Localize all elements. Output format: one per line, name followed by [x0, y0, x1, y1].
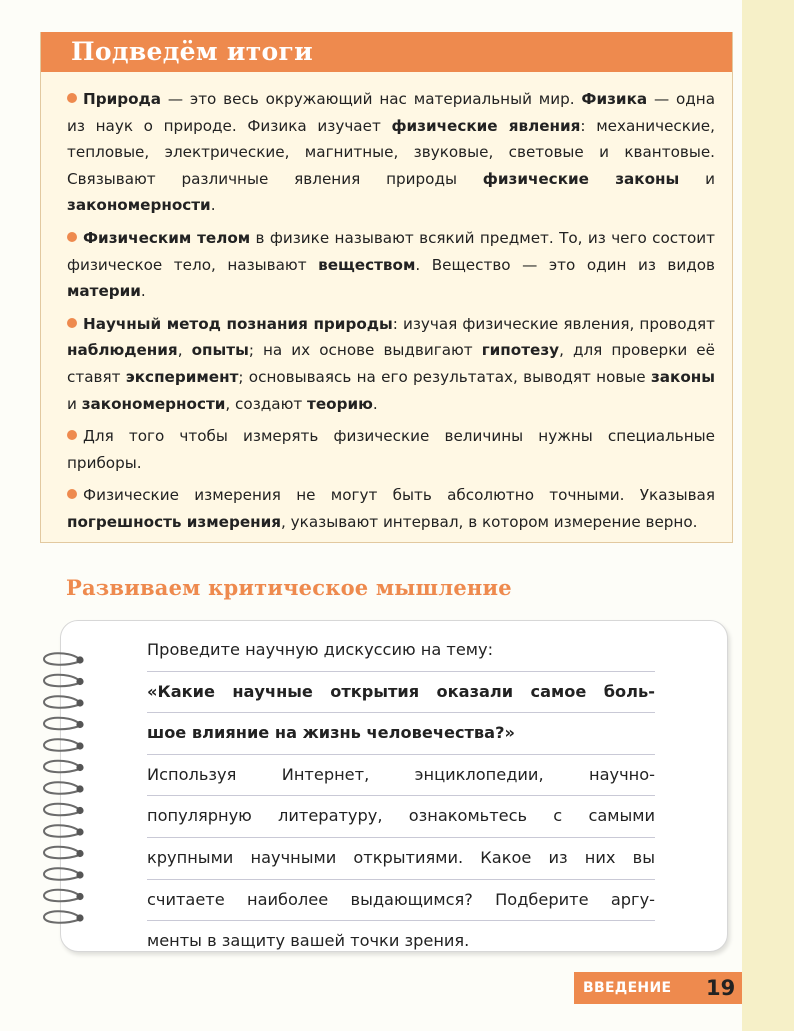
summary-item	[67, 225, 715, 305]
spiral-ring	[44, 868, 78, 879]
key-term: Природа	[83, 90, 162, 108]
key-term: закономерности	[67, 196, 211, 215]
spiral-hole	[76, 871, 83, 878]
key-term: закономерности	[81, 394, 226, 413]
discussion-question-line-1: «Какие научные открытия оказали самое боль-	[147, 672, 655, 714]
summary-text: Физические измерения не могут быть абсолютно точными. Указывая	[83, 486, 715, 505]
summary-item	[67, 311, 715, 417]
summary-text: , создают	[225, 394, 308, 413]
page-number: 19	[706, 976, 736, 1000]
spiral-ring	[44, 825, 78, 836]
key-term: материи	[67, 282, 141, 301]
summary-text: в физике называют всякий предмет. То, из чего состоит физическое тело, называют	[67, 228, 715, 274]
summary-item	[67, 86, 715, 219]
spiral-hole	[76, 656, 83, 663]
task-line-5: менты в защиту вашей точки зрения.	[147, 931, 470, 951]
summary-text: ,	[177, 341, 192, 360]
summary-header	[41, 32, 732, 72]
spiral-ring	[44, 890, 78, 901]
key-term: опыты	[191, 341, 249, 360]
spiral-hole	[76, 807, 83, 814]
summary-text: и	[67, 394, 82, 413]
spiral-ring	[44, 739, 78, 750]
spiral-hole	[76, 785, 83, 792]
spiral-hole	[76, 721, 83, 728]
key-term: погрешность измерения	[67, 512, 282, 531]
summary-item	[67, 482, 715, 535]
summary-text: — это весь окружающий нас материальный мир.	[161, 90, 582, 108]
summary-text: ; основываясь на его результатах, выводят новые	[238, 367, 651, 386]
spiral-ring	[44, 696, 78, 707]
key-term: наблюдения	[67, 341, 178, 360]
discussion-intro: Проведите научную дискуссию на тему:	[147, 630, 655, 672]
summary-text: : изучая физические явления, проводят	[392, 314, 715, 333]
key-term: физические законы	[482, 169, 680, 188]
key-term: эксперимент	[125, 367, 239, 386]
bullet-icon	[67, 489, 77, 499]
spiral-ring	[44, 718, 78, 729]
summary-text: и	[679, 169, 715, 188]
discussion-question-line-2: шое влияние на жизнь человечества?»	[147, 713, 655, 755]
page-edge-strip	[742, 0, 794, 1031]
task-line-3: крупными научными открытиями. Какое из них вы	[147, 838, 655, 880]
summary-body	[67, 86, 715, 542]
summary-item	[67, 423, 715, 476]
notebook-text	[147, 630, 655, 962]
bullet-icon	[67, 318, 77, 328]
key-term: Физическим телом	[83, 228, 251, 247]
bullet-icon	[67, 93, 77, 103]
footer-section-label: ВВЕДЕНИЕ	[583, 980, 672, 996]
summary-text: .	[372, 394, 378, 413]
spiral-ring	[44, 847, 78, 858]
summary-text: . Вещество — это один из видов	[415, 255, 715, 274]
spiral-ring	[44, 653, 78, 664]
spiral-ring	[44, 911, 78, 922]
spiral-ring	[44, 675, 78, 686]
key-term: теорию	[307, 394, 373, 413]
summary-text: , для проверки её ставят	[67, 341, 715, 386]
summary-text: ; на их основе выдвигают	[248, 341, 482, 360]
key-term: физические явления	[391, 116, 581, 135]
spiral-binding-icon	[40, 648, 90, 928]
spiral-hole	[76, 699, 83, 706]
spiral-hole	[76, 742, 83, 749]
key-term: законы	[650, 367, 715, 386]
spiral-hole	[76, 850, 83, 857]
bullet-icon	[67, 430, 77, 440]
summary-text: Для того чтобы измерять физические величины нужны специальные приборы.	[67, 427, 715, 472]
summary-text: — одна из наук о природе. Физика изучает	[67, 90, 716, 135]
summary-text: : механические, тепловые, электрические, магнитные, звуковые, световые и квантовые. Связывают различные явления природы	[67, 116, 715, 188]
spiral-hole	[76, 828, 83, 835]
summary-title: Подведём итоги	[71, 37, 313, 66]
bullet-icon	[67, 232, 77, 242]
key-term: гипотезу	[481, 341, 560, 360]
spiral-ring	[44, 804, 78, 815]
key-term: Научный метод познания природы	[83, 314, 393, 333]
summary-box	[40, 32, 733, 543]
key-term: веществом	[318, 255, 416, 274]
summary-text: , указывают интервал, в котором измерение верно.	[281, 512, 698, 531]
spiral-hole	[76, 893, 83, 900]
spiral-hole	[76, 678, 83, 685]
summary-text: .	[210, 196, 216, 215]
summary-text: .	[140, 282, 146, 301]
task-line-4: считаете наиболее выдающимся? Подберите аргу-	[147, 880, 655, 922]
key-term: Физика	[581, 90, 648, 108]
spiral-ring	[44, 761, 78, 772]
critical-thinking-title: Развиваем критическое мышление	[66, 575, 512, 600]
spiral-hole	[76, 914, 83, 921]
task-line-1: Используя Интернет, энциклопедии, научно-	[147, 755, 655, 797]
spiral-ring	[44, 782, 78, 793]
task-line-2: популярную литературу, ознакомьтесь с самыми	[147, 796, 655, 838]
spiral-hole	[76, 764, 83, 771]
